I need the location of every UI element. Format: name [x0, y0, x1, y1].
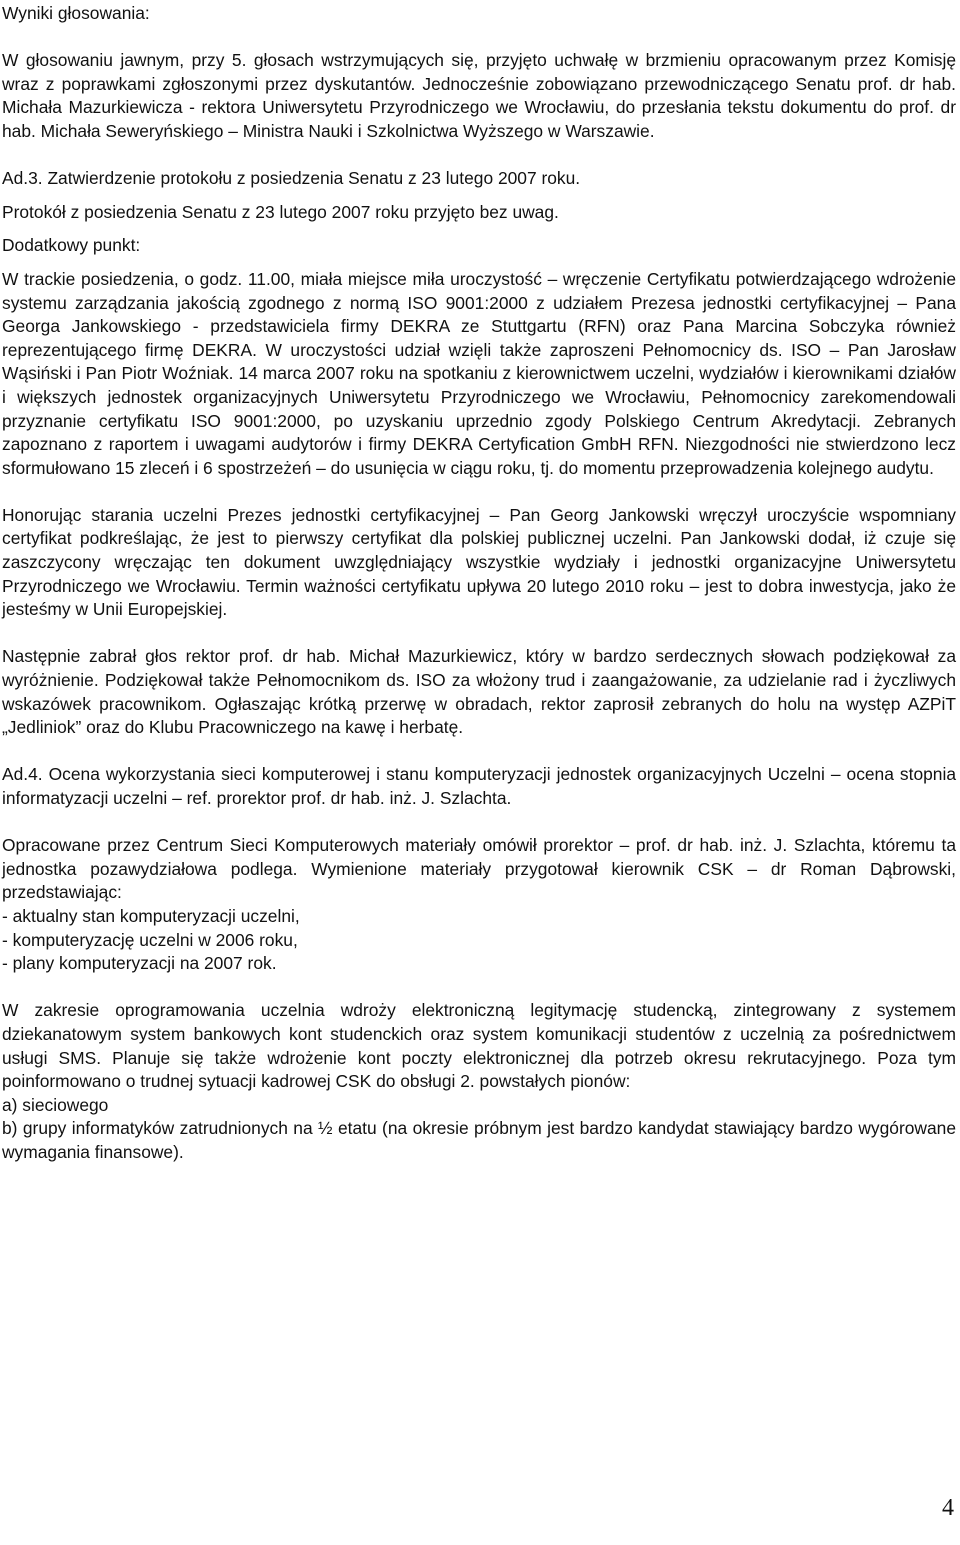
certificate-paragraph-1: W trackie posiedzenia, o godz. 11.00, miała miejsce miła uroczystość – wręczenie Certyfikatu potwierdzającego wdrożenie systemu zarządzania jakością zgodnego z normą ISO 9001:2000 z udziałem Prezesa jednostki certyfikacyjnej – Pana Georga Jankowskiego - przedstawiciela firmy DEKRA ze Stuttgartu (RFN) oraz Pana Marcina Sobczyka również reprezentującego firmę DEKRA. W uroczystości udział wzięli także zaproszeni Pełnomocnicy ds. ISO – Pan Jarosław Wąsiński i Pan Piotr Woźniak. 14 marca 2007 roku na spotkaniu z kierownictwem uczelni, wydziałów i kierownikami działów i większych jednostek organizacyjnych Uniwersytetu Przyrodniczego we Wrocławiu, Pełnomocnicy zarekomendowali przyznanie certyfikatu ISO 9001:2000, po uzyskaniu uprzednio zgody Polskiego Centrum Akredytacji. Zebranych zapoznano z raportem i uwagami audytorów i firmy DEKRA Certyfication GmbH RFN. Niezgodności nie stwierdzono lecz sformułowano 15 zleceń i 6 spostrzeżeń – do usunięcia w ciągu roku, tj. do momentu przeprowadzenia kolejnego audytu.	[2, 268, 956, 478]
certificate-paragraph-2: Honorując starania uczelni Prezes jednostki certyfikacyjnej – Pan Georg Jankowski wręczył uroczyście wspomniany certyfikat podkreślając, że jest to pierwszy certyfikat dla polskiej publicznej uczelni. Pan Jankowski dodał, iż czuje się zaszczycony wręczając ten dokument uwzględniający wszystkie wydziały i jednostki organizacyjne Uniwersytetu Przyrodniczego we Wrocławiu. Termin ważności certyfikatu upływa 20 lutego 2010 roku – jest to dobra inwestycja, jako że jesteśmy w Unii Europejskiej.	[2, 504, 956, 620]
sublist-item: b) grupy informatyków zatrudnionych na ½ etatu (na okresie próbnym jest bardzo kandydat stawiający bardzo wygórowane wymagania finansowe).	[2, 1118, 956, 1162]
ad4-title: Ad.4. Ocena wykorzystania sieci komputerowej i stanu komputeryzacji jednostek organizacyjnych Uczelni – ocena stopnia informatyzacji uczelni – ref. prorektor prof. dr hab. inż. J. Szlachta.	[2, 764, 956, 808]
list-item: - komputeryzację uczelni w 2006 roku,	[2, 929, 298, 950]
sublist-item: a) sieciowego	[2, 1094, 109, 1115]
page-number: 4	[942, 1495, 954, 1521]
results-paragraph: W głosowaniu jawnym, przy 5. głosach wstrzymujących się, przyjęto uchwałę w brzmieniu opracowanym przez Komisję wraz z poprawkami zgłoszonymi przez dyskutantów. Jednocześnie zobowiązano przewodniczącego Senatu prof. dr hab. Michała Mazurkiewicza - rektora Uniwersytetu Przyrodniczego we Wrocławiu, do przesłania tekstu dokumentu do prof. dr hab. Michała Seweryńskiego – Ministra Nauki i Szkolnictwa Wyższego w Warszawie.	[2, 50, 956, 141]
ad3-text: Protokół z posiedzenia Senatu z 23 lutego 2007 roku przyjęto bez uwag.	[2, 201, 559, 222]
document-body	[2, 2, 956, 1165]
certificate-paragraph-3: Następnie zabrał głos rektor prof. dr hab. Michał Mazurkiewicz, który w bardzo serdecznych słowach podziękował za wyróżnienie. Podziękował także Pełnomocnikom ds. ISO za włożony trud i zaangażowanie, za udzielanie rad i życzliwych wskazówek pracownikom. Ogłaszając krótką przerwę w obradach, rektor zaprosił zebranych do holu na występ AZPiT „Jedliniok” oraz do Klubu Pracowniczego na kawę i herbatę.	[2, 646, 956, 738]
extra-point-heading: Dodatkowy punkt:	[2, 235, 141, 256]
results-heading: Wyniki głosowania:	[2, 3, 150, 23]
ad4-intro: Opracowane przez Centrum Sieci Komputerowych materiały omówił prorektor – prof. dr hab. inż. J. Szlachta, któremu ta jednostka pozawydziałowa podlega. Wymienione materiały przygotował kierownik CSK – dr Roman Dąbrowski, przedstawiając:	[2, 835, 956, 903]
list-item: - aktualny stan komputeryzacji uczelni,	[2, 905, 300, 926]
list-item: - plany komputeryzacji na 2007 rok.	[2, 953, 277, 974]
ad4-paragraph: W zakresie oprogramowania uczelnia wdroży elektroniczną legitymację studencką, zintegrowany z systemem dziekanatowym system bankowych kont studenckich oraz system komunikacji studentów z uczelnią za pośrednictwem usługi SMS. Planuje się także wdrożenie kont poczty elektronicznej dla potrzeb okresu rekrutacyjnego. Poza tym poinformowano o trudnej sytuacji kadrowej CSK do obsługi 2. powstałych pionów:	[2, 1000, 956, 1092]
ad3-title: Ad.3. Zatwierdzenie protokołu z posiedzenia Senatu z 23 lutego 2007 roku.	[2, 168, 581, 189]
